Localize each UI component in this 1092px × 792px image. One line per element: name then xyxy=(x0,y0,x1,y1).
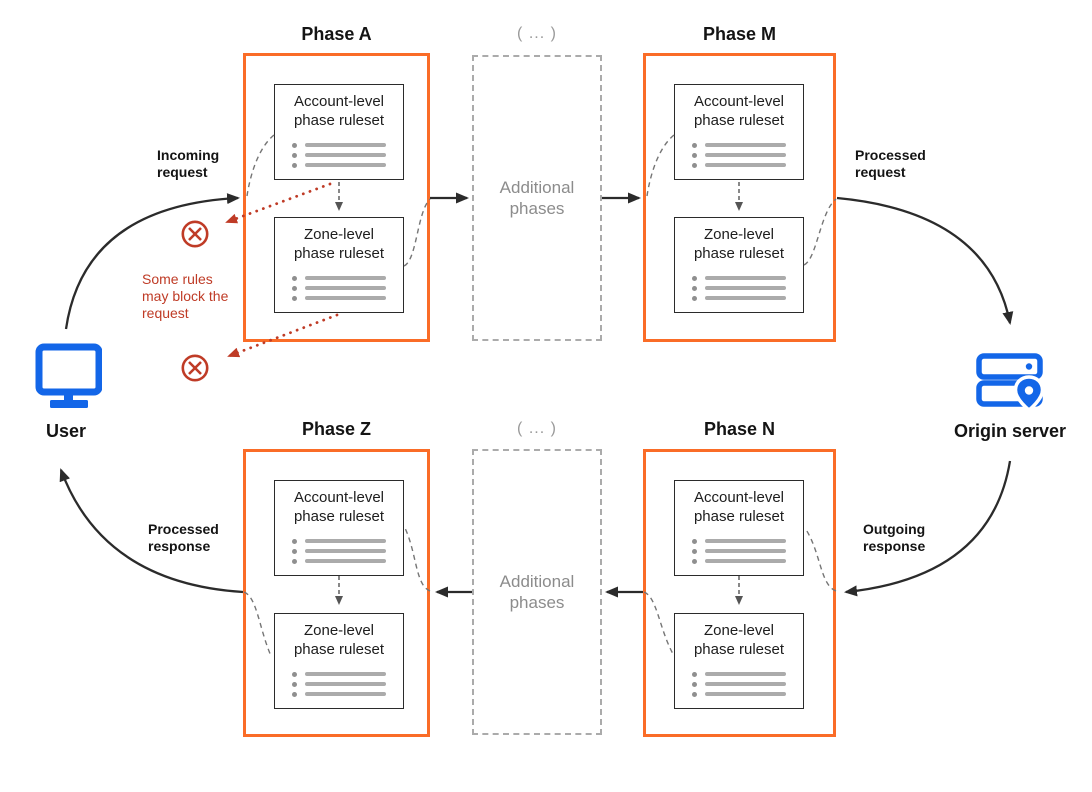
rule-line xyxy=(275,556,403,566)
ellipsis-top: ( ... ) xyxy=(517,25,557,42)
rule-bar xyxy=(705,672,786,676)
bullet-dot xyxy=(692,549,697,554)
rule-bar xyxy=(705,286,786,290)
block-warning-text: Some rules may block the request xyxy=(142,271,229,321)
ruleset-rule-lines xyxy=(275,273,403,303)
bullet-dot xyxy=(692,682,697,687)
phase-n-title: Phase N xyxy=(703,419,776,439)
bullet-dot xyxy=(692,163,697,168)
ruleset-label: Account-level phase ruleset xyxy=(293,93,385,129)
ruleset-label: Zone-level phase ruleset xyxy=(693,226,785,262)
ruleset-rule-lines xyxy=(275,536,403,566)
bullet-dot xyxy=(692,559,697,564)
rule-bar xyxy=(705,163,786,167)
bullet-dot xyxy=(292,153,297,158)
additional-phases-label: Additional phases xyxy=(499,178,575,218)
bullet-dot xyxy=(292,276,297,281)
zone-ruleset-box xyxy=(274,613,404,709)
bullet-dot xyxy=(692,672,697,677)
rule-line xyxy=(675,556,803,566)
ruleset-rule-lines xyxy=(675,140,803,170)
ruleset-rule-lines xyxy=(675,536,803,566)
rule-bar xyxy=(705,682,786,686)
rule-line xyxy=(275,273,403,283)
processed-response-label: Processed response xyxy=(148,521,219,554)
rule-bar xyxy=(705,559,786,563)
bullet-dot xyxy=(692,143,697,148)
ruleset-label: Account-level phase ruleset xyxy=(693,93,785,129)
bullet-dot xyxy=(692,286,697,291)
blocked-icon xyxy=(180,219,210,249)
ruleset-rule-lines xyxy=(275,669,403,699)
rule-bar xyxy=(705,296,786,300)
ruleset-label: Zone-level phase ruleset xyxy=(293,622,385,658)
bullet-dot xyxy=(292,286,297,291)
bullet-dot xyxy=(692,539,697,544)
rule-bar xyxy=(305,692,386,696)
rule-line xyxy=(275,140,403,150)
rule-bar xyxy=(305,539,386,543)
bullet-dot xyxy=(292,672,297,677)
rule-line xyxy=(675,679,803,689)
bullet-dot xyxy=(292,143,297,148)
rule-bar xyxy=(305,682,386,686)
rule-line xyxy=(275,536,403,546)
bullet-dot xyxy=(692,276,697,281)
incoming-request-label: Incoming request xyxy=(157,147,220,180)
ruleset-rule-lines xyxy=(675,273,803,303)
monitor-icon xyxy=(34,343,102,409)
ruleset-label: Zone-level phase ruleset xyxy=(693,622,785,658)
rule-bar xyxy=(705,549,786,553)
rule-bar xyxy=(305,672,386,676)
rule-line xyxy=(675,293,803,303)
bullet-dot xyxy=(692,153,697,158)
phase-z-box xyxy=(243,449,430,737)
rule-line xyxy=(275,679,403,689)
rule-bar xyxy=(305,549,386,553)
rule-line xyxy=(675,150,803,160)
bullet-dot xyxy=(292,692,297,697)
server-location-icon xyxy=(975,352,1045,412)
phase-m-box xyxy=(643,53,836,342)
rule-bar xyxy=(305,286,386,290)
zone-ruleset-box xyxy=(274,217,404,313)
rule-line xyxy=(275,293,403,303)
rule-line xyxy=(675,546,803,556)
rule-bar xyxy=(305,153,386,157)
rule-bar xyxy=(705,143,786,147)
rule-bar xyxy=(305,276,386,280)
rule-line xyxy=(675,160,803,170)
rule-bar xyxy=(305,163,386,167)
account-ruleset-box xyxy=(274,84,404,180)
rule-line xyxy=(275,150,403,160)
bullet-dot xyxy=(692,296,697,301)
additional-phases-box-top xyxy=(472,55,602,341)
ruleset-rule-lines xyxy=(675,669,803,699)
phase-n-box xyxy=(643,449,836,737)
bullet-dot xyxy=(292,296,297,301)
rule-line xyxy=(675,140,803,150)
rule-line xyxy=(675,689,803,699)
outgoing-response-label: Outgoing response xyxy=(863,521,926,554)
rule-line xyxy=(675,536,803,546)
rule-bar xyxy=(305,296,386,300)
rule-line xyxy=(675,283,803,293)
rule-bar xyxy=(705,276,786,280)
arrow-phase-m-to-origin xyxy=(837,198,1010,323)
rule-bar xyxy=(305,559,386,563)
bullet-dot xyxy=(692,692,697,697)
ruleset-rule-lines xyxy=(275,140,403,170)
rule-line xyxy=(275,546,403,556)
bullet-dot xyxy=(292,163,297,168)
processed-request-label: Processed request xyxy=(855,147,926,180)
bullet-dot xyxy=(292,682,297,687)
origin-server-label: Origin server xyxy=(953,421,1067,441)
bullet-dot xyxy=(292,549,297,554)
bullet-dot xyxy=(292,559,297,564)
rule-line xyxy=(275,669,403,679)
rule-bar xyxy=(705,539,786,543)
zone-ruleset-box xyxy=(674,217,804,313)
bullet-dot xyxy=(292,539,297,544)
account-ruleset-box xyxy=(274,480,404,576)
zone-ruleset-box xyxy=(674,613,804,709)
rule-line xyxy=(675,669,803,679)
rule-bar xyxy=(305,143,386,147)
ruleset-label: Zone-level phase ruleset xyxy=(293,226,385,262)
phase-a-box xyxy=(243,53,430,342)
additional-phases-label: Additional phases xyxy=(499,572,575,612)
rule-bar xyxy=(705,153,786,157)
account-ruleset-box xyxy=(674,480,804,576)
rule-bar xyxy=(705,692,786,696)
user-label: User xyxy=(45,421,87,441)
ellipsis-bottom: ( ... ) xyxy=(517,420,557,437)
rule-line xyxy=(275,283,403,293)
blocked-icon xyxy=(180,353,210,383)
account-ruleset-box xyxy=(674,84,804,180)
ruleset-label: Account-level phase ruleset xyxy=(293,489,385,525)
phase-a-title: Phase A xyxy=(301,24,372,44)
phase-z-title: Phase Z xyxy=(301,419,372,439)
phase-m-title: Phase M xyxy=(702,24,777,44)
ruleset-label: Account-level phase ruleset xyxy=(693,489,785,525)
additional-phases-box-bottom xyxy=(472,449,602,735)
rule-line xyxy=(275,160,403,170)
rule-line xyxy=(675,273,803,283)
rule-line xyxy=(275,689,403,699)
